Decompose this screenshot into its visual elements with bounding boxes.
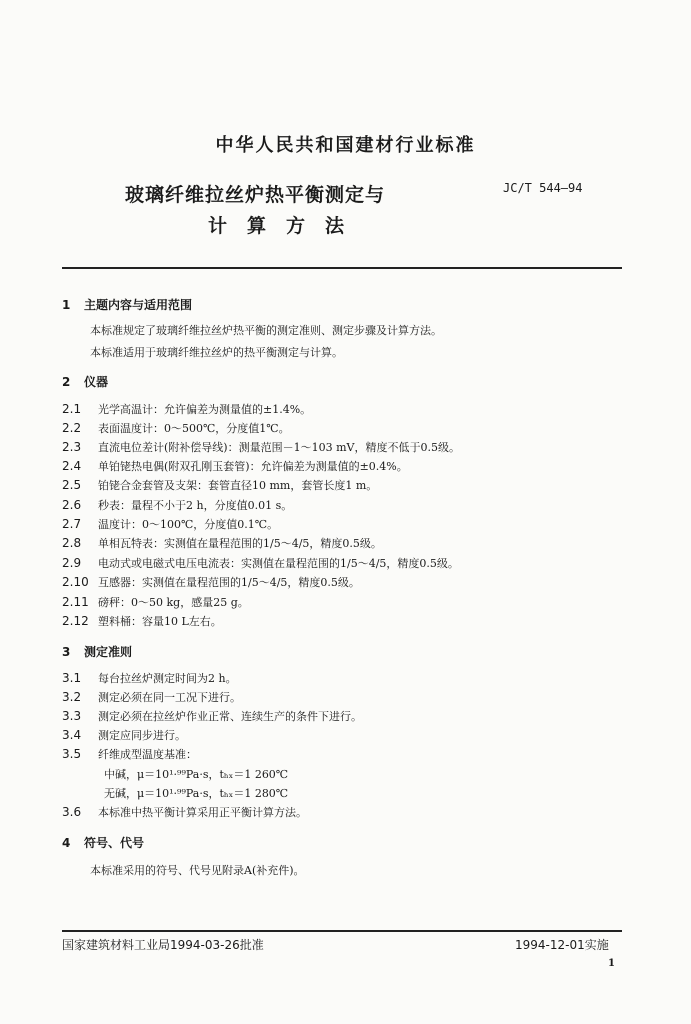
list-item xyxy=(62,555,459,571)
item-text: 每台拉丝炉测定时间为2 h。 xyxy=(98,672,237,685)
paragraph: 本标准采用的符号、代号见附录A(补充件)。 xyxy=(90,864,305,877)
issuing-standard-header: 中华人民共和国建材行业标准 xyxy=(215,135,476,156)
list-item xyxy=(62,497,292,513)
effective-date: 1994-12-01实施 xyxy=(515,938,609,952)
item-number: 2.3 xyxy=(62,440,82,454)
header-divider xyxy=(62,267,622,269)
paragraph: 本标准规定了玻璃纤维拉丝炉热平衡的测定准则、测定步骤及计算方法。 xyxy=(90,324,442,337)
item-text: 电动式或电磁式电压电流表：实测值在量程范围的1/5～4/5，精度0.5级。 xyxy=(98,557,459,570)
page-number: 1 xyxy=(608,958,615,969)
list-item xyxy=(62,594,249,610)
item-text: 测定应同步进行。 xyxy=(98,729,186,742)
item-text: 表面温度计：0～500℃，分度值1℃。 xyxy=(98,422,290,435)
document-title-line1: 玻璃纤维拉丝炉热平衡测定与 xyxy=(125,184,386,206)
list-item xyxy=(62,516,278,532)
list-item xyxy=(62,458,408,474)
item-number: 2.5 xyxy=(62,478,82,492)
item-text: 秒表：量程不小于2 h，分度值0.01 s。 xyxy=(98,499,293,512)
item-number: 2.12 xyxy=(62,614,89,628)
item-text: 铂铑合金套管及支架：套管直径10 mm，套管长度1 m。 xyxy=(98,479,378,492)
standard-code: JC/T 544—94 xyxy=(503,181,583,195)
section-title: 主题内容与适用范围 xyxy=(84,298,193,312)
footer-divider xyxy=(62,930,622,932)
item-number: 2.9 xyxy=(62,556,82,570)
item-text: 磅秤：0～50 kg，感量25 g。 xyxy=(98,596,249,609)
section-title: 测定准则 xyxy=(84,645,133,659)
section-title: 符号、代号 xyxy=(84,836,145,850)
item-text: 测定必须在同一工况下进行。 xyxy=(98,691,241,704)
item-number: 2.11 xyxy=(62,595,89,609)
item-number: 2.8 xyxy=(62,536,82,550)
item-text: 光学高温计：允许偏差为测量值的±1.4%。 xyxy=(98,403,312,416)
list-item xyxy=(62,574,360,590)
item-text: 直流电位差计(附补偿导线)：测量范围－1～103 mV，精度不低于0.5级。 xyxy=(98,441,460,454)
section-number: 1 xyxy=(62,298,71,312)
item-number: 2.10 xyxy=(62,575,89,589)
section-4-heading xyxy=(62,834,144,851)
item-text: 温度计：0～100℃，分度值0.1℃。 xyxy=(98,518,279,531)
list-item xyxy=(62,613,222,629)
item-number: 3.6 xyxy=(62,805,82,819)
list-item xyxy=(62,401,311,417)
section-number: 2 xyxy=(62,375,71,389)
list-item xyxy=(62,670,237,686)
paragraph: 本标准适用于玻璃纤维拉丝炉的热平衡测定与计算。 xyxy=(90,346,343,359)
item-text: 单铂铑热电偶(附双孔刚玉套管)：允许偏差为测量值的±0.4%。 xyxy=(98,460,408,473)
item-number: 3.5 xyxy=(62,747,82,761)
item-number: 2.4 xyxy=(62,459,82,473)
list-item xyxy=(62,477,377,493)
document-title-line2: 计算方法 xyxy=(208,215,365,237)
approval-text: 国家建筑材料工业局1994-03-26批准 xyxy=(62,938,264,952)
section-2-heading xyxy=(62,373,108,390)
list-item xyxy=(62,804,307,820)
item-number: 2.2 xyxy=(62,421,82,435)
formula-line: 无碱，μ＝10¹·⁹⁹Pa·s，tₕₓ＝1 280℃ xyxy=(104,787,289,800)
list-item xyxy=(62,689,241,705)
item-number: 2.7 xyxy=(62,517,82,531)
section-1-heading xyxy=(62,296,192,313)
section-3-heading xyxy=(62,643,132,660)
list-item xyxy=(62,535,382,551)
list-item xyxy=(62,727,186,743)
formula-line: 中碱，μ＝10¹·⁹⁹Pa·s，tₕₓ＝1 260℃ xyxy=(104,768,289,781)
item-text: 塑料桶：容量10 L左右。 xyxy=(98,615,222,628)
item-text: 测定必须在拉丝炉作业正常、连续生产的条件下进行。 xyxy=(98,710,362,723)
item-text: 本标准中热平衡计算采用正平衡计算方法。 xyxy=(98,806,307,819)
section-title: 仪器 xyxy=(84,375,109,389)
item-number: 3.3 xyxy=(62,709,82,723)
list-item xyxy=(62,746,197,762)
item-number: 2.1 xyxy=(62,402,82,416)
item-text: 单相瓦特表：实测值在量程范围的1/5～4/5，精度0.5级。 xyxy=(98,537,382,550)
item-number: 3.2 xyxy=(62,690,82,704)
section-number: 4 xyxy=(62,836,71,850)
list-item xyxy=(62,708,362,724)
item-number: 2.6 xyxy=(62,498,82,512)
list-item xyxy=(62,439,460,455)
list-item xyxy=(62,420,290,436)
item-text: 互感器：实测值在量程范围的1/5～4/5，精度0.5级。 xyxy=(98,576,360,589)
item-number: 3.1 xyxy=(62,671,82,685)
section-number: 3 xyxy=(62,645,71,659)
item-number: 3.4 xyxy=(62,728,82,742)
item-text: 纤维成型温度基准： xyxy=(98,748,197,761)
